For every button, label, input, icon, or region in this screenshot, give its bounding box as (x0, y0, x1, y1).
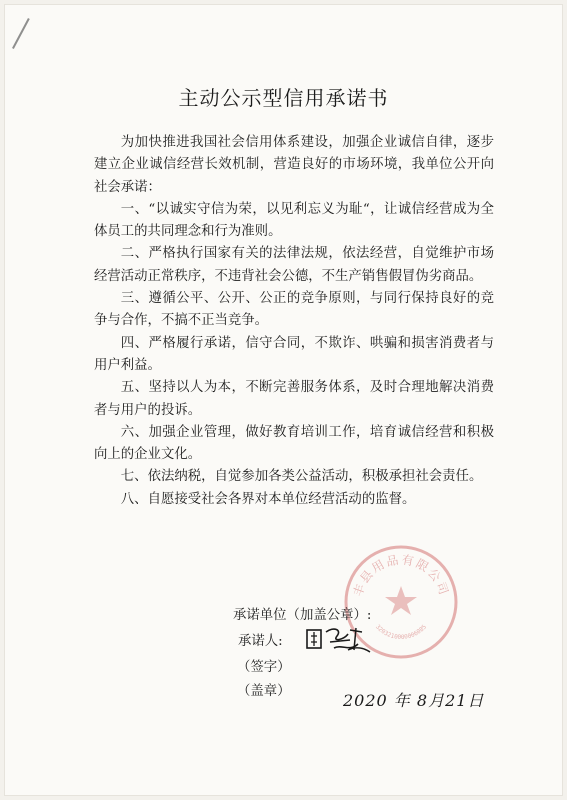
commitment-1: 一、“以诚实守信为荣，以见利忘义为耻“，让诚信经营成为全体员工的共同理念和行为准则。 (94, 201, 494, 240)
document-page (4, 4, 563, 796)
seal-star-icon (385, 586, 417, 615)
commitment-5: 五、坚持以人为本，不断完善服务体系，及时合理地解决消费者与用户的投诉。 (94, 380, 494, 418)
commitment-8: 八、自愿接受社会各界对本单位经营活动的监督。 (120, 491, 416, 507)
handwritten-signature (304, 622, 374, 656)
intro-paragraph: 为加快推进我国社会信用体系建设，加强企业诚信自律，逐步建立企业诚信经营长效机制，营造良好的市场环境，我单位公开向社会承诺： (94, 135, 494, 195)
promisor-label: 承诺人: (238, 634, 283, 649)
svg-text:3203210000006085 (374, 623, 428, 641)
scan-mark (12, 18, 30, 49)
commitment-6: 六、加强企业管理，做好教育培训工作，培育诚信经营和积极向上的企业文化。 (94, 424, 494, 463)
seal-note: （盖章） (237, 684, 291, 699)
seal-text: 丰县用品有限公司 (350, 552, 452, 599)
commitment-4: 四、严格履行承诺，信守合同，不欺诈、哄骗和损害消费者与用户利益。 (94, 335, 494, 373)
document-title: 主动公示型信用承诺书 (178, 86, 389, 110)
handwritten-date: 2020 年 8月21日 (343, 691, 485, 710)
commitment-3: 三、遵循公平、公开、公正的竞争原则，与同行保持良好的竞争与合作，不搞不正当竞争。 (94, 291, 494, 329)
commitment-2: 二、严格执行国家有关的法律法规，依法经营，自觉维护市场经营活动正常秩序，不违背社会公德，不生产销售假冒伪劣商品。 (94, 246, 494, 284)
seal-number: 3203210000006085 (373, 623, 429, 641)
promisor-unit-label: 承诺单位（加盖公章）: (233, 608, 372, 623)
document-body (94, 132, 494, 511)
signature-note: （签字） (237, 660, 291, 675)
commitment-7: 七、依法纳税，自觉参加各类公益活动，积极承担社会责任。 (120, 469, 483, 485)
